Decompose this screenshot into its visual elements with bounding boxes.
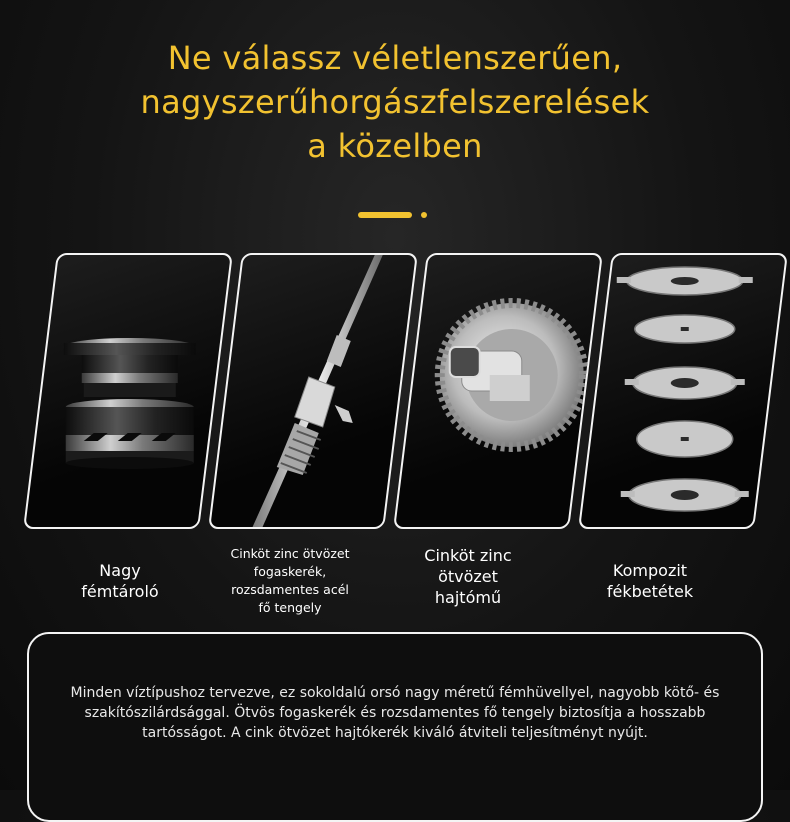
feature-cards [0, 253, 790, 533]
brake-pads-icon [578, 255, 788, 529]
description-text: Minden víztípushoz tervezve, ez sokoldalú orsó nagy méretű fémhüvellyel, nagyobb kötő- és szakítószilárdsággal. Ötvös fogaskerék és rozsdamentes fő tengely biztosítja a hosszabb tartósságot. A cink ötvözet hajtókerék kiváló átviteli teljesítményt nyújt. [70, 685, 720, 741]
feature-card-spool [23, 253, 233, 529]
feature-card-brake-pads [578, 253, 788, 529]
divider [358, 211, 430, 219]
headline [0, 36, 790, 168]
shaft-icon [208, 255, 418, 529]
feature-card-drive-gear [393, 253, 603, 529]
headline-line-1: Ne válassz véletlenszerűen, [167, 39, 623, 77]
label-drive-gear: Cinköt zinc ötvözet hajtómű [424, 546, 512, 607]
feature-card-shaft [208, 253, 418, 529]
divider-dot [421, 212, 427, 218]
drive-gear-icon [393, 255, 603, 529]
label-brake-pads: Kompozit fékbetétek [606, 561, 694, 601]
divider-dash [358, 212, 412, 218]
spool-icon [23, 255, 233, 529]
headline-line-3: a közelben [307, 127, 483, 165]
label-spool: Nagy fémtároló [81, 561, 159, 601]
label-shaft: Cinköt zinc ötvözet fogaskerék, rozsdamentes acél fő tengely [230, 546, 350, 615]
headline-line-2: nagyszerűhorgászfelszerelések [140, 83, 650, 121]
